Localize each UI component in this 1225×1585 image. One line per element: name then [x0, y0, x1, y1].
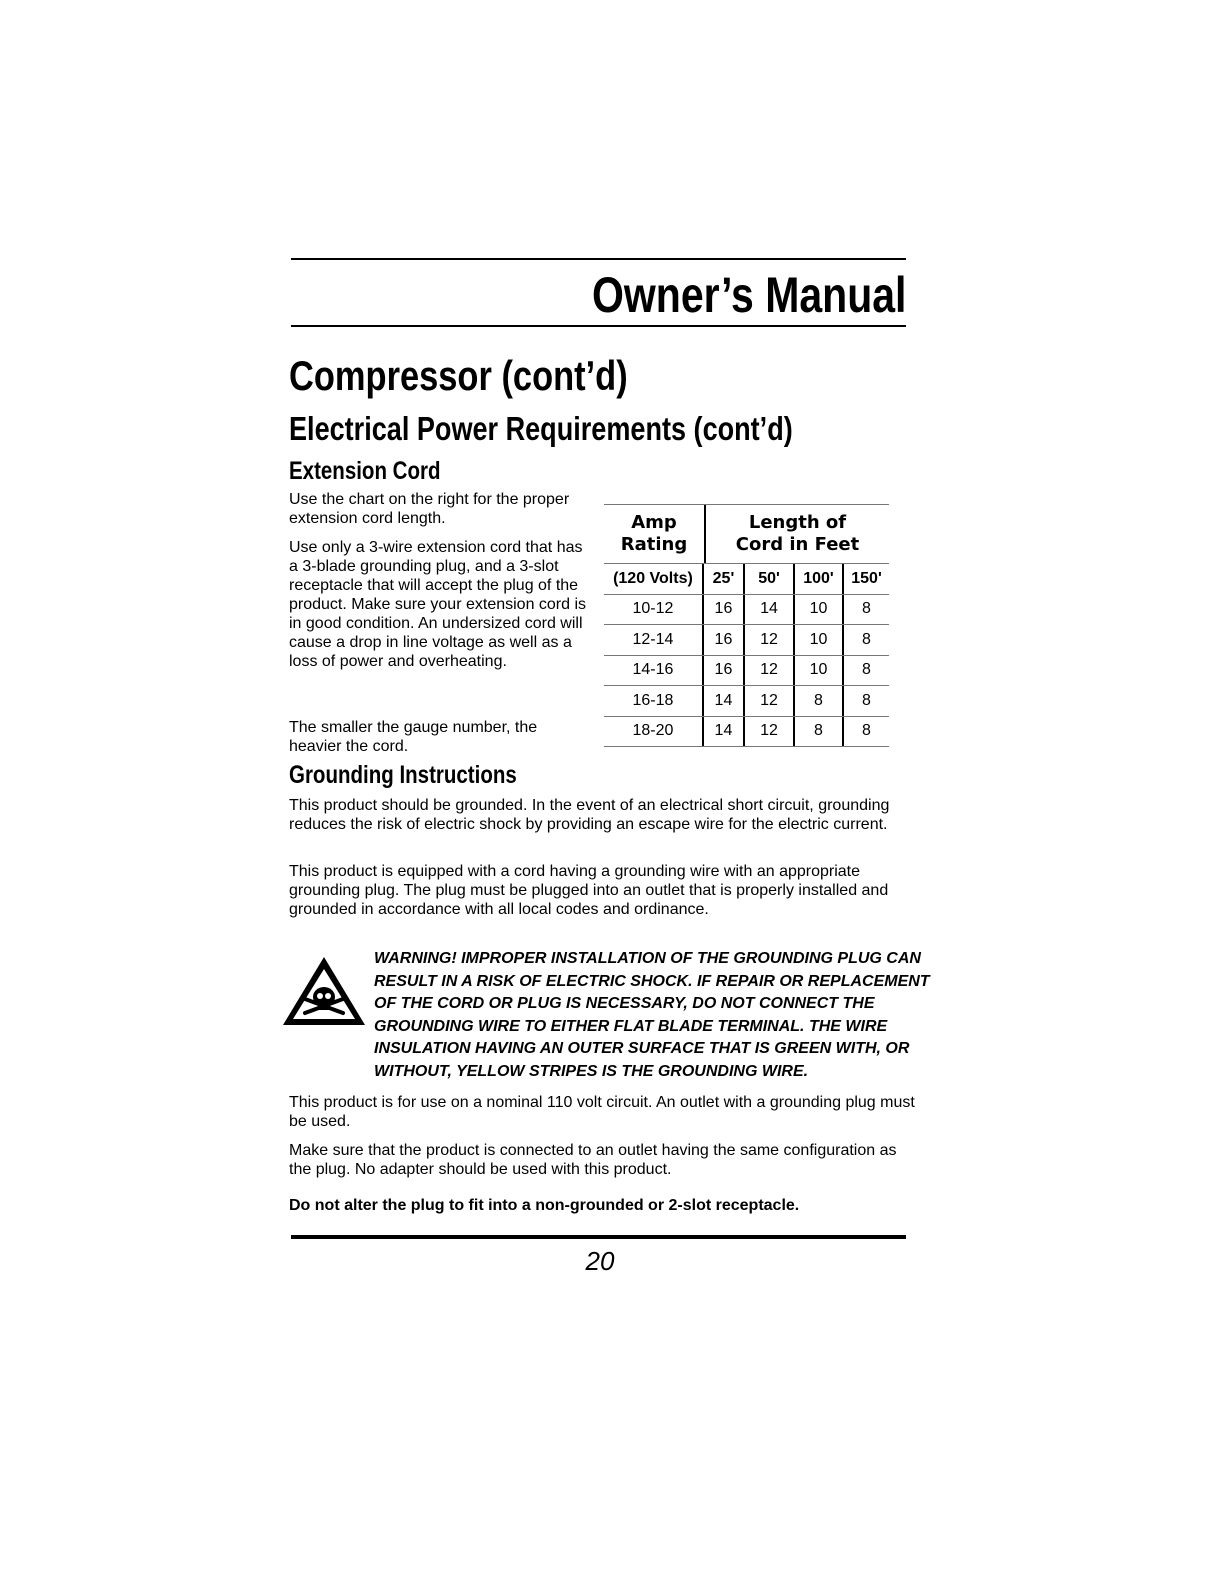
grounding-heading: Grounding Instructions [289, 761, 517, 789]
manual-title: Owner’s Manual [591, 267, 906, 323]
gauge-cell: 12 [743, 686, 793, 716]
table-header-row [604, 504, 889, 564]
table-row [604, 625, 889, 656]
skull-warning-triangle-icon [281, 955, 367, 1027]
gauge-cell: 16 [702, 595, 743, 625]
warning-text: WARNING! IMPROPER INSTALLATION OF THE GROUNDING PLUG CAN RESULT IN A RISK OF ELECTRIC SHOCK. IF REPAIR OR REPLACEMENT OF THE CORD OR PLUG IS NECESSARY, DO NOT CONNECT THE GROUNDING WIRE TO EITHER FLAT BLADE TERMINAL. THE WIRE INSULATION HAVING AN OUTER SURFACE THAT IS GREEN WITH, OR WITHOUT, YELLOW STRIPES IS THE GROUNDING WIRE. [374, 950, 930, 1080]
amp-cell: 10-12 [632, 600, 674, 618]
footer-rule [291, 1235, 906, 1239]
gauge-cell: 8 [842, 686, 889, 716]
gauge-cell: 8 [842, 595, 889, 625]
table-subheader-row [604, 564, 889, 595]
gauge-cell: 10 [793, 625, 842, 655]
header-rule-bottom [291, 325, 906, 327]
gauge-cell: 8 [793, 686, 842, 716]
section-subtitle: Electrical Power Requirements (cont’d) [289, 410, 793, 447]
amp-header-line1: Amp [631, 512, 677, 533]
gauge-cell: 14 [702, 686, 743, 716]
grounding-paragraph-3: This product is for use on a nominal 110 volt circuit. An outlet with a grounding plug must be used. [289, 1094, 915, 1130]
extension-cord-heading: Extension Cord [289, 457, 441, 485]
gauge-cell: 8 [842, 625, 889, 655]
gauge-cell: 10 [793, 595, 842, 625]
gauge-cell: 14 [702, 717, 743, 747]
length-header [704, 505, 889, 563]
table-row [604, 656, 889, 687]
extension-cord-paragraph-2: Use only a 3-wire extension cord that has a 3-blade grounding plug, and a 3-slot receptacle that will accept the plug of the product. Make sure your extension cord is in good condition. An undersized cord will cause a drop in line voltage as well as a loss of power and overheating. [289, 539, 587, 670]
table-row [604, 595, 889, 626]
extension-cord-table [604, 504, 889, 747]
length-header-line2: Cord in Feet [735, 534, 860, 555]
volts-label: (120 Volts) [613, 569, 693, 587]
header-rule-top [291, 258, 906, 260]
gauge-cell: 16 [702, 656, 743, 686]
gauge-cell: 14 [743, 595, 793, 625]
table-row [604, 717, 889, 748]
extension-cord-paragraph-3: The smaller the gauge number, the heavier the cord. [289, 719, 538, 755]
grounding-paragraph-5: Do not alter the plug to fit into a non-grounded or 2-slot receptacle. [289, 1197, 800, 1214]
gauge-cell: 8 [842, 656, 889, 686]
gauge-cell: 8 [793, 717, 842, 747]
page-number: 20 [585, 1246, 615, 1276]
amp-rating-header [604, 512, 704, 556]
length-header-line1: Length of [748, 512, 847, 533]
amp-cell: 18-20 [632, 722, 674, 740]
grounding-paragraph-4: Make sure that the product is connected to an outlet having the same configuration as the plug. No adapter should be used with this product. [289, 1142, 897, 1178]
gauge-cell: 12 [743, 625, 793, 655]
section-title: Compressor (cont’d) [289, 352, 628, 399]
extension-cord-paragraph-1: Use the chart on the right for the proper extension cord length. [289, 491, 570, 527]
column-header: 25' [702, 564, 743, 594]
table-row [604, 686, 889, 717]
gauge-cell: 16 [702, 625, 743, 655]
gauge-cell: 12 [743, 656, 793, 686]
grounding-paragraph-1: This product should be grounded. In the event of an electrical short circuit, grounding reduces the risk of electric shock by providing an escape wire for the electric current. [289, 797, 890, 833]
column-header: 150' [842, 564, 889, 594]
column-header: 50' [743, 564, 793, 594]
grounding-paragraph-2: This product is equipped with a cord having a grounding wire with an appropriate grounding plug. The plug must be plugged into an outlet that is properly installed and grounded in accordance with all local codes and ordinance. [289, 863, 889, 918]
gauge-cell: 8 [842, 717, 889, 747]
amp-cell: 14-16 [632, 661, 674, 679]
amp-cell: 12-14 [632, 630, 674, 648]
gauge-cell: 12 [743, 717, 793, 747]
amp-cell: 16-18 [632, 691, 674, 709]
amp-header-line2: Rating [620, 534, 688, 555]
column-header: 100' [793, 564, 842, 594]
gauge-cell: 10 [793, 656, 842, 686]
